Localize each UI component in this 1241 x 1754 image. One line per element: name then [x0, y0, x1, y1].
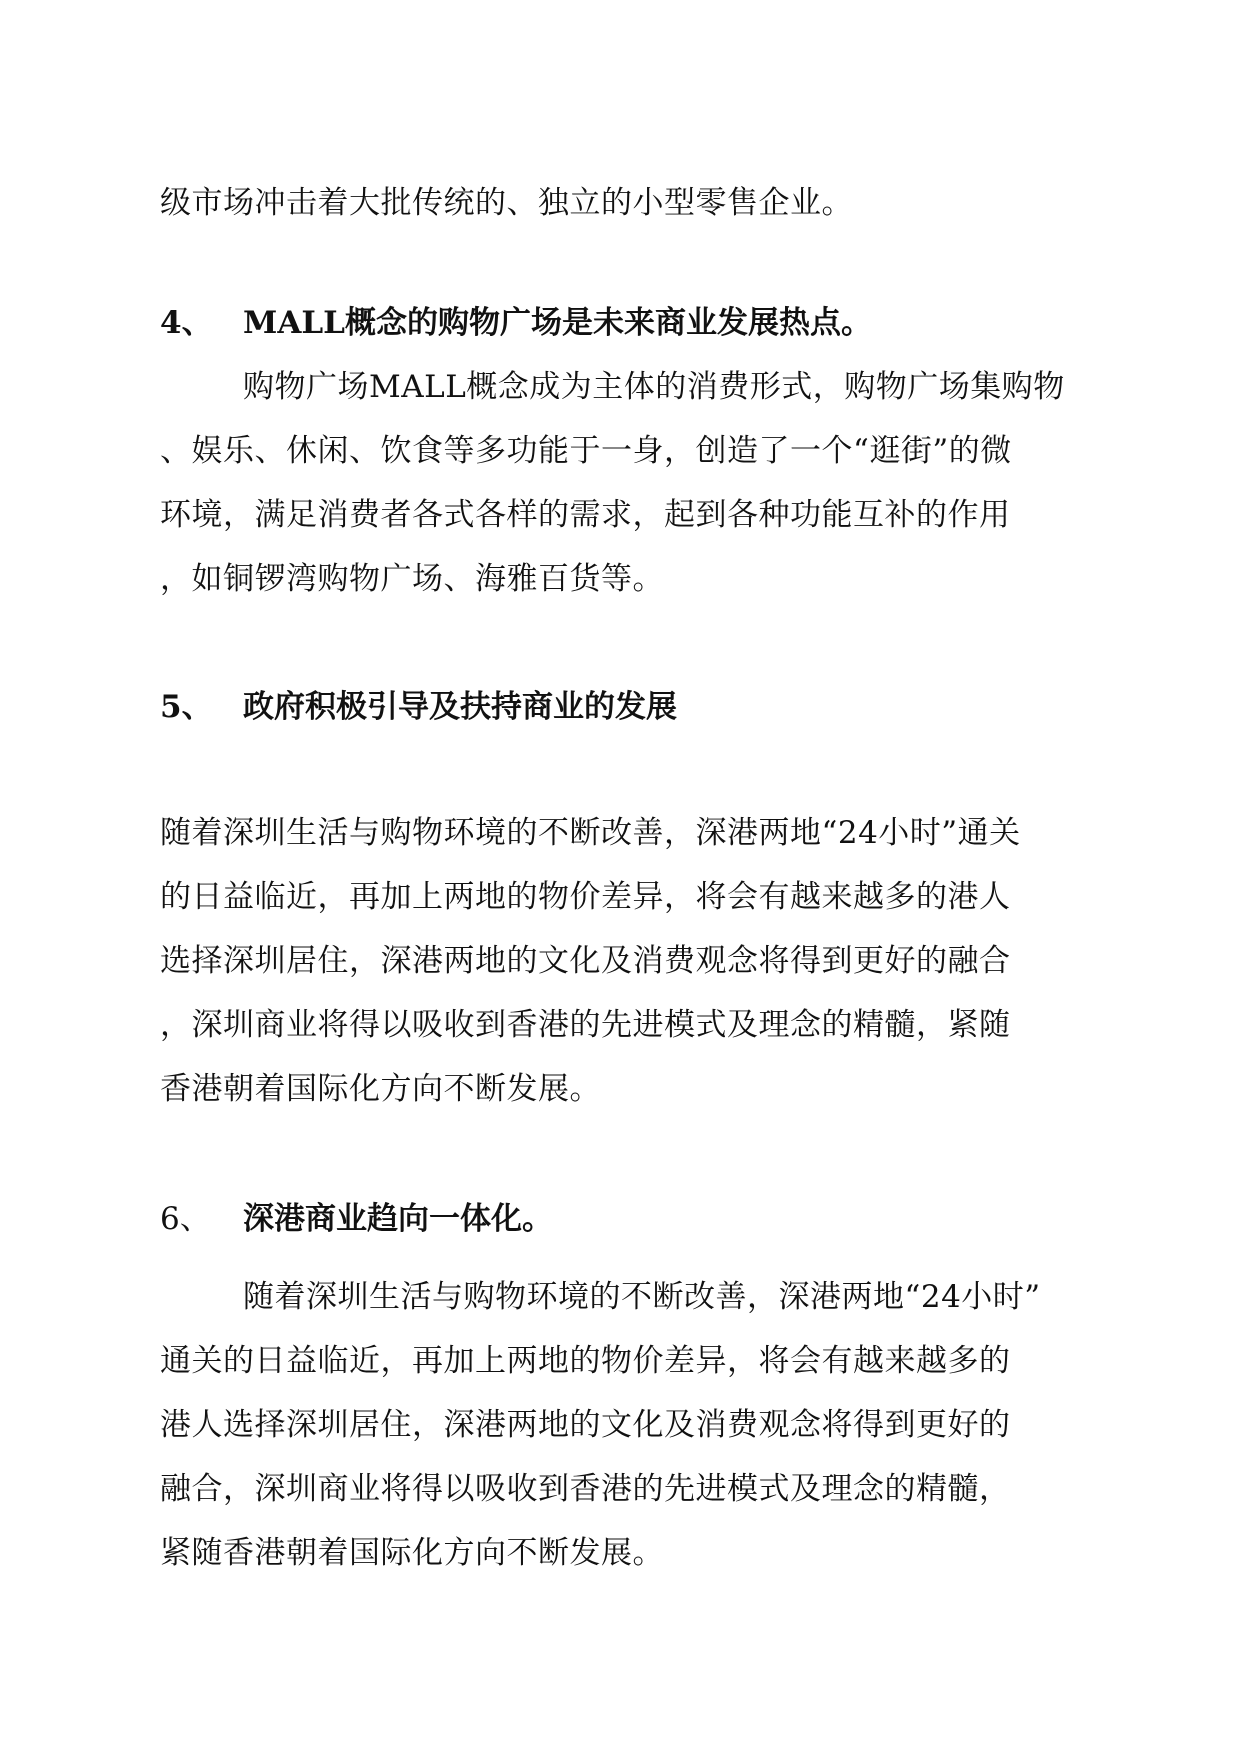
paragraph-line: 环境，满足消费者各式各样的需求，起到各种功能互补的作用 [160, 497, 1011, 533]
paragraph-line: 随着深圳生活与购物环境的不断改善，深港两地“24小时” [243, 1279, 1041, 1315]
section-heading-5 [160, 687, 677, 727]
paragraph-line: 紧随香港朝着国际化方向不断发展。 [160, 1535, 664, 1571]
section-heading-6 [160, 1199, 553, 1239]
section-title: MALL概念的购物广场是未来商业发展热点。 [243, 305, 872, 341]
paragraph-line: 的日益临近，再加上两地的物价差异，将会有越来越多的港人 [160, 879, 1011, 915]
section-number: 4、 [160, 305, 213, 341]
paragraph-line: 港人选择深圳居住，深港两地的文化及消费观念将得到更好的 [160, 1407, 1011, 1443]
section-number: 6、 [160, 1201, 211, 1237]
section-title: 深港商业趋向一体化。 [243, 1201, 553, 1237]
section-heading-4 [160, 303, 872, 343]
paragraph-line: 选择深圳居住，深港两地的文化及消费观念将得到更好的融合 [160, 943, 1011, 979]
paragraph-line: 级市场冲击着大批传统的、独立的小型零售企业。 [160, 185, 853, 221]
paragraph-line: 购物广场MALL概念成为主体的消费形式，购物广场集购物 [243, 369, 1065, 405]
paragraph-line: 随着深圳生活与购物环境的不断改善，深港两地“24小时”通关 [160, 815, 1021, 851]
section-title: 政府积极引导及扶持商业的发展 [243, 689, 677, 725]
paragraph-line: 香港朝着国际化方向不断发展。 [160, 1071, 601, 1107]
paragraph-line: ，深圳商业将得以吸收到香港的先进模式及理念的精髓，紧随 [160, 1007, 1011, 1043]
section-number: 5、 [160, 689, 213, 725]
paragraph-line: 、娱乐、休闲、饮食等多功能于一身，创造了一个“逛街”的微 [160, 433, 1012, 469]
paragraph-line: 通关的日益临近，再加上两地的物价差异，将会有越来越多的 [160, 1343, 1011, 1379]
paragraph-line: ，如铜锣湾购物广场、海雅百货等。 [160, 561, 664, 597]
paragraph-line: 融合，深圳商业将得以吸收到香港的先进模式及理念的精髓， [160, 1471, 1011, 1507]
